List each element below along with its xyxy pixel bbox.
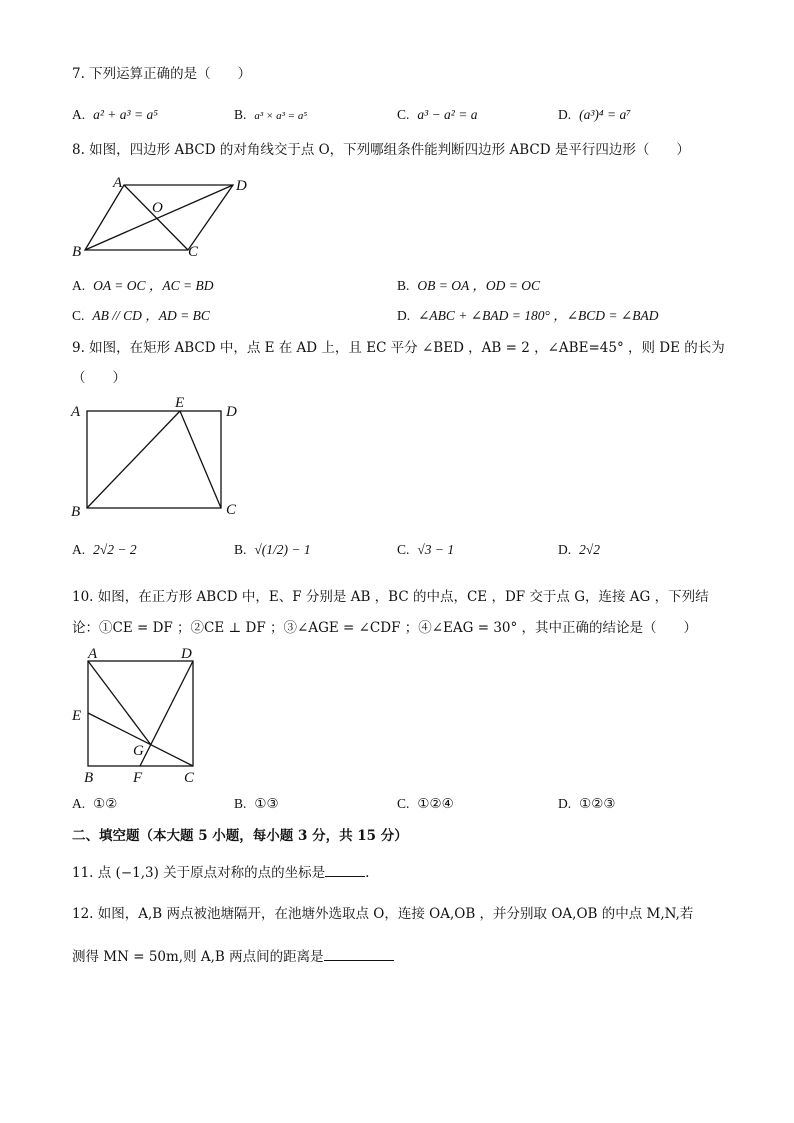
label-b: B bbox=[72, 244, 82, 260]
option-label: A. bbox=[72, 107, 86, 122]
q9-option-d[interactable] bbox=[558, 540, 600, 560]
option-label: C. bbox=[397, 796, 410, 811]
option-text: ①② bbox=[93, 796, 118, 812]
option-text: ∠ABC + ∠BAD = 180° ，∠BCD = ∠BAD bbox=[418, 308, 659, 323]
option-text: a² + a³ = a⁵ bbox=[93, 107, 158, 122]
option-label: D. bbox=[397, 308, 411, 323]
option-label: C. bbox=[72, 308, 85, 323]
q10-square-figure bbox=[60, 640, 220, 788]
label-g: G bbox=[133, 743, 144, 759]
segment-ec bbox=[180, 411, 221, 508]
q8-parallelogram-figure bbox=[60, 170, 260, 260]
q7-option-a[interactable] bbox=[72, 105, 158, 125]
option-label: B. bbox=[234, 107, 247, 122]
option-label: C. bbox=[397, 542, 410, 557]
q12-stem-text: 测得 MN = 50m,则 A,B 两点间的距离是 bbox=[72, 949, 324, 965]
q8-stem: 8. 如图，四边形 ABCD 的对角线交于点 O，下列哪组条件能判断四边形 ABCD 是平行四边形（ ） bbox=[72, 142, 690, 158]
option-label: C. bbox=[397, 107, 410, 122]
segment-be bbox=[87, 411, 180, 508]
option-text: 2√2 bbox=[579, 542, 601, 557]
label-f: F bbox=[133, 770, 143, 786]
q10-option-c[interactable] bbox=[397, 794, 454, 814]
label-o: O bbox=[152, 200, 163, 216]
label-c: C bbox=[184, 770, 195, 786]
option-text: AB // CD ，AD = BC bbox=[92, 308, 210, 323]
option-text: ①②③ bbox=[579, 796, 616, 812]
option-text: ①②④ bbox=[417, 796, 454, 812]
option-text: √(1/2) − 1 bbox=[254, 542, 311, 557]
q8-option-c[interactable] bbox=[72, 306, 210, 326]
q7-option-c[interactable] bbox=[397, 105, 477, 125]
q11-stem-end: . bbox=[365, 865, 370, 881]
label-c: C bbox=[188, 244, 199, 260]
label-d: D bbox=[181, 646, 192, 662]
q7-stem: 7. 下列运算正确的是（ ） bbox=[72, 66, 252, 82]
q8-option-a[interactable] bbox=[72, 276, 213, 296]
q8-option-d[interactable] bbox=[397, 306, 658, 326]
q8-option-b[interactable] bbox=[397, 276, 540, 296]
label-a: A bbox=[71, 404, 81, 420]
option-label: D. bbox=[558, 796, 572, 811]
label-e: E bbox=[175, 395, 185, 411]
option-text: (a³)⁴ = a⁷ bbox=[579, 107, 631, 122]
option-label: A. bbox=[72, 796, 86, 811]
q12-answer-blank[interactable] bbox=[324, 946, 394, 961]
q9-option-a[interactable] bbox=[72, 540, 137, 560]
option-text: ①③ bbox=[254, 796, 279, 812]
q10-option-d[interactable] bbox=[558, 794, 615, 814]
q9-stem-paren: （ ） bbox=[72, 370, 126, 386]
option-label: B. bbox=[397, 278, 410, 293]
label-c: C bbox=[226, 502, 237, 518]
q9-option-b[interactable] bbox=[234, 540, 311, 560]
option-text: OB = OA ，OD = OC bbox=[417, 278, 540, 293]
label-d: D bbox=[236, 178, 247, 194]
option-text: 2√2 − 2 bbox=[93, 542, 137, 557]
q9-option-c[interactable] bbox=[397, 540, 454, 560]
q9-rectangle-figure bbox=[60, 392, 260, 524]
option-text: OA = OC ，AC = BD bbox=[93, 278, 214, 293]
option-text: a³ − a² = a bbox=[417, 107, 478, 122]
option-text: √3 − 1 bbox=[417, 542, 455, 557]
q12-stem: 12. 如图，A,B 两点被池塘隔开，在池塘外选取点 O，连接 OA,OB ，并分别取 OA,OB 的中点 M,N,若 bbox=[72, 906, 694, 922]
segment-df bbox=[140, 661, 193, 766]
q10-stem-continued: 论：①CE = DF ；②CE ⊥ DF ；③∠AGE = ∠CDF ；④∠EAG = 30° ，其中正确的结论是（ ） bbox=[72, 620, 698, 636]
option-label: B. bbox=[234, 796, 247, 811]
q11-stem bbox=[72, 862, 369, 883]
q10-option-b[interactable] bbox=[234, 794, 279, 814]
label-a: A bbox=[88, 646, 98, 662]
q12-stem-continued bbox=[72, 946, 394, 967]
label-a: A bbox=[113, 175, 123, 191]
q10-stem: 10. 如图，在正方形 ABCD 中，E、F 分别是 AB ，BC 的中点，CE ，DF 交于点 G，连接 AG ，下列结 bbox=[72, 589, 709, 605]
option-label: D. bbox=[558, 542, 572, 557]
segment-ag bbox=[88, 661, 151, 745]
option-label: B. bbox=[234, 542, 247, 557]
label-b: B bbox=[71, 504, 81, 520]
q11-answer-blank[interactable] bbox=[325, 862, 365, 877]
diagonal-ac bbox=[124, 185, 188, 250]
option-label: A. bbox=[72, 542, 86, 557]
q7-option-b[interactable] bbox=[234, 105, 307, 126]
option-label: A. bbox=[72, 278, 86, 293]
q10-option-a[interactable] bbox=[72, 794, 117, 814]
label-e: E bbox=[72, 708, 82, 724]
q7-option-d[interactable] bbox=[558, 105, 631, 125]
option-text: a³ × a³ = a⁵ bbox=[254, 110, 308, 122]
option-label: D. bbox=[558, 107, 572, 122]
label-d: D bbox=[226, 404, 237, 420]
q11-stem-text: 11. 点 (−1,3) 关于原点对称的点的坐标是 bbox=[72, 865, 326, 881]
label-b: B bbox=[84, 770, 94, 786]
q9-stem: 9. 如图，在矩形 ABCD 中，点 E 在 AD 上，且 EC 平分 ∠BED ，AB = 2 ，∠ABE=45° ，则 DE 的长为 bbox=[72, 340, 725, 356]
section-heading: 二、填空题（本大题 5 小题，每小题 3 分，共 15 分） bbox=[72, 828, 408, 844]
